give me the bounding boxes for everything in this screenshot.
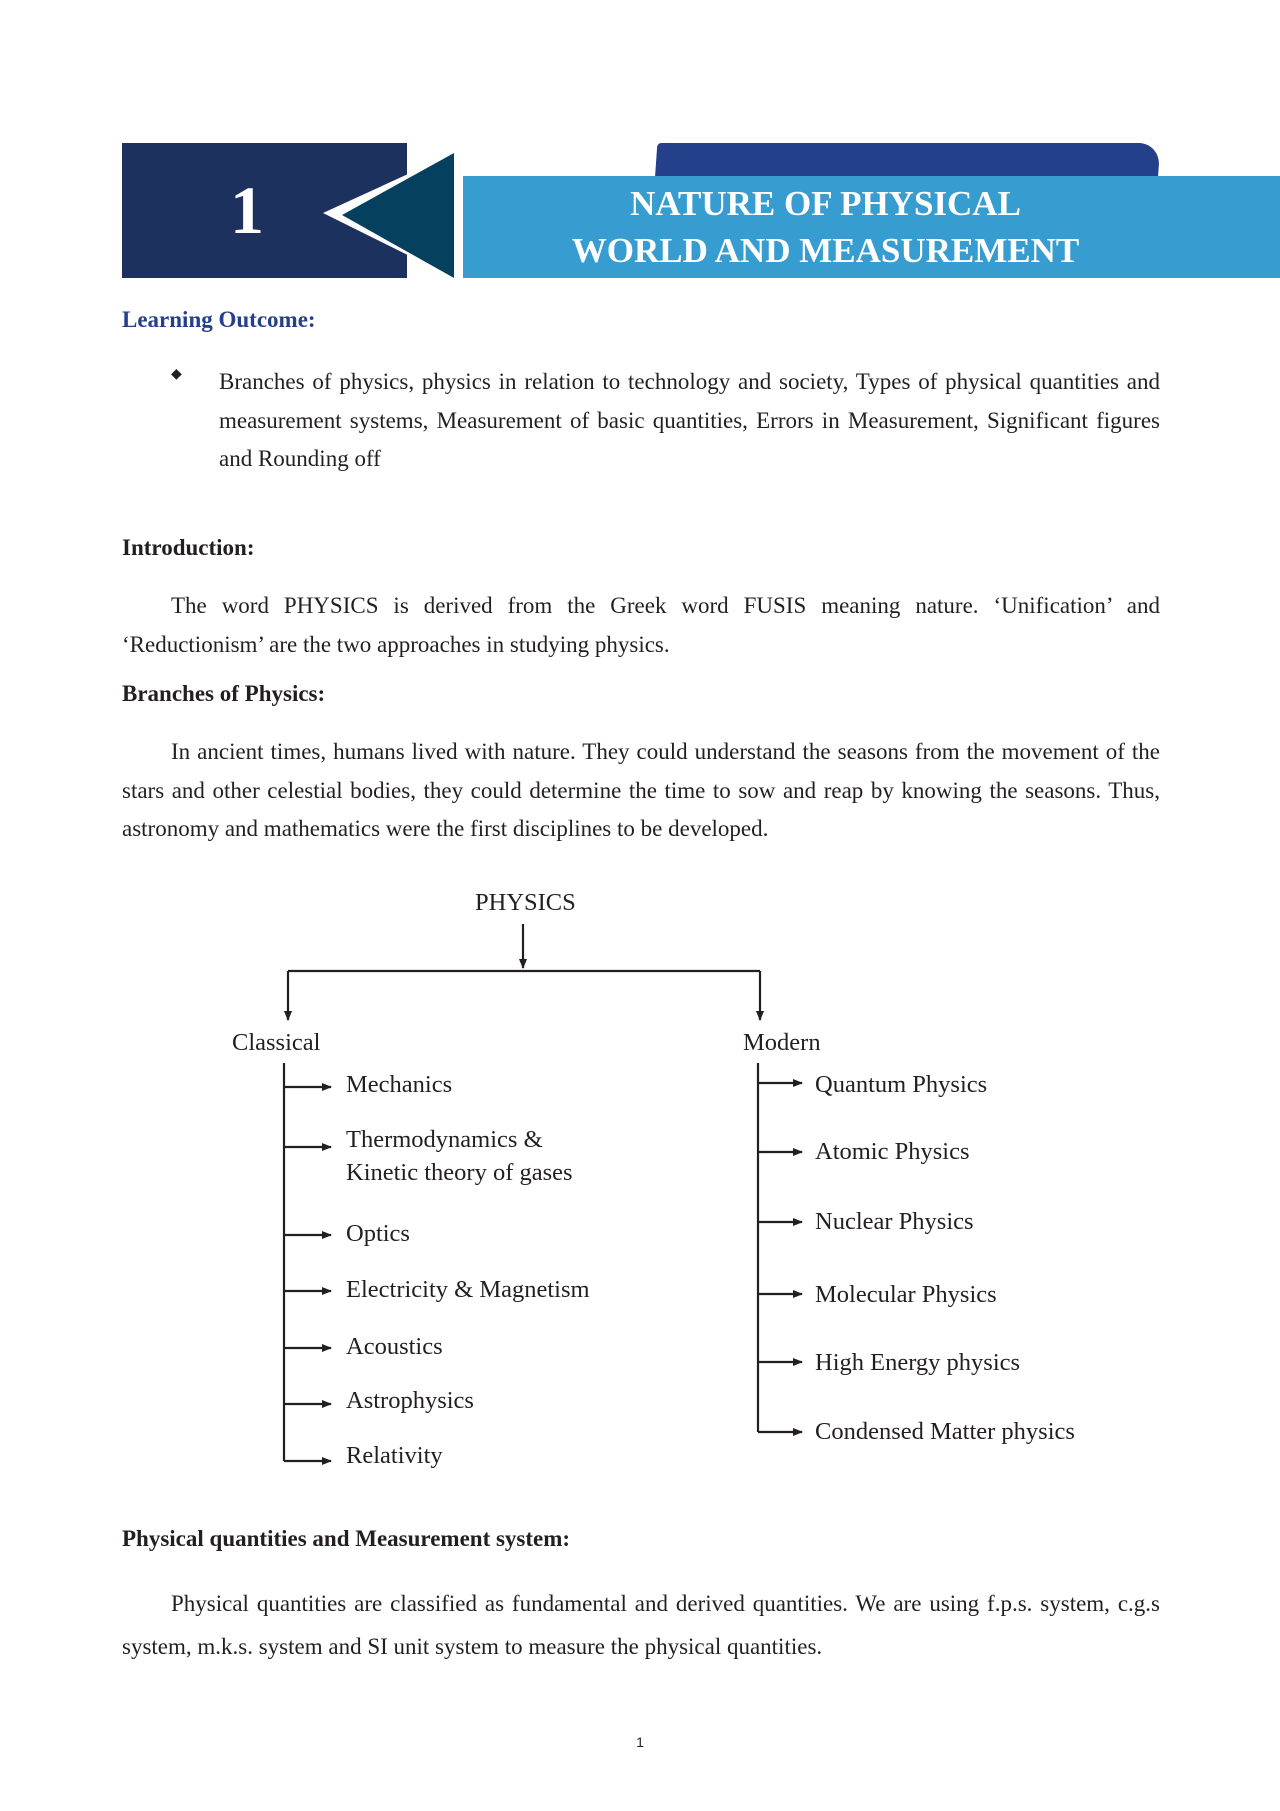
chapter-number: 1 xyxy=(230,172,264,248)
classical-item: Mechanics xyxy=(346,1071,453,1098)
chapter-title-line2: WORLD AND MEASUREMENT xyxy=(571,231,1080,270)
modern-item: Nuclear Physics xyxy=(815,1208,974,1235)
classical-item: Astrophysics xyxy=(346,1387,474,1414)
learning-outcome-text: Branches of physics, physics in relation to technology and society, Types of physical quantities and measurement systems, Measurement of basic quantities, Errors in Measurement, Significant figures and Rounding off xyxy=(219,369,1160,471)
diagram-modern: Modern xyxy=(743,1029,821,1056)
quantities-text: Physical quantities are classified as fundamental and derived quantities. We are using f.p.s. system, c.g.s system, m.k.s. system and SI unit system to measure the physical quantities. xyxy=(122,1591,1160,1659)
page-number: 1 xyxy=(636,1734,644,1750)
classical-item: Thermodynamics & xyxy=(346,1126,543,1153)
classical-item: Electricity & Magnetism xyxy=(346,1276,590,1303)
quantities-heading: Physical quantities and Measurement system: xyxy=(122,1526,571,1551)
classical-item: Optics xyxy=(346,1220,410,1247)
diagram-root: PHYSICS xyxy=(475,889,576,916)
modern-item: Condensed Matter physics xyxy=(815,1418,1075,1445)
classical-item: Kinetic theory of gases xyxy=(346,1159,573,1186)
classical-item: Acoustics xyxy=(346,1333,443,1360)
modern-item: Atomic Physics xyxy=(815,1138,970,1165)
chapter-title-line1: NATURE OF PHYSICAL xyxy=(630,184,1021,223)
learning-outcome-heading: Learning Outcome: xyxy=(122,307,316,332)
diagram-classical: Classical xyxy=(232,1029,321,1056)
modern-item: High Energy physics xyxy=(815,1349,1021,1376)
modern-item: Molecular Physics xyxy=(815,1281,997,1308)
bullet-icon: ◆ xyxy=(171,367,182,382)
introduction-heading: Introduction: xyxy=(122,535,255,560)
branches-heading: Branches of Physics: xyxy=(122,681,326,706)
branches-text: In ancient times, humans lived with nature. They could understand the seasons from the movement of the stars and other celestial bodies, they could determine the time to sow and reap by knowing the seasons. Thus, astronomy and mathematics were the first disciplines to be developed. xyxy=(122,739,1160,841)
introduction-text: The word PHYSICS is derived from the Greek word FUSIS meaning nature. ‘Unification’ and ‘Reductionism’ are the two approaches in studying physics. xyxy=(122,593,1160,657)
modern-item: Quantum Physics xyxy=(815,1071,988,1098)
classical-item: Relativity xyxy=(346,1442,443,1469)
